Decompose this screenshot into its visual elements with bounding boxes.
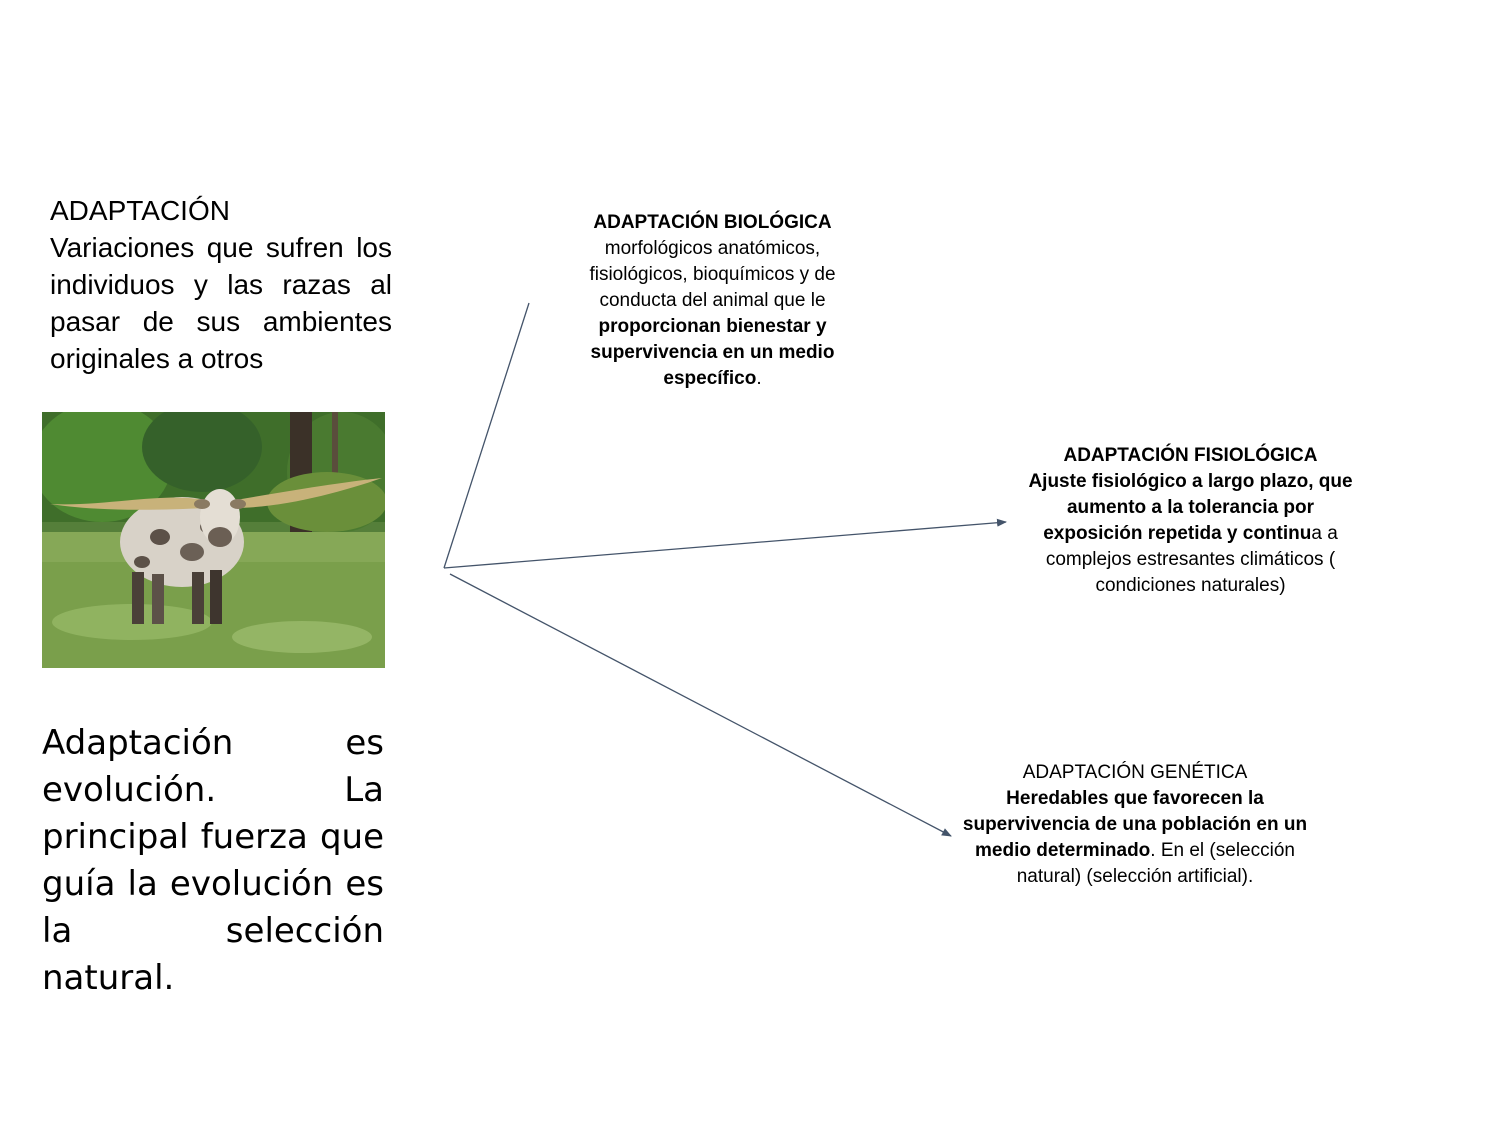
intro-text: Variaciones que sufren los individuos y las razas al pasar de sus ambientes originales a otros bbox=[50, 232, 392, 374]
summary-statement: Adaptación es evolución. La principal fuerza que guía la evolución es la selección natural. bbox=[42, 723, 384, 998]
genetica-text-normal: . En el (selección natural) (selección artificial). bbox=[1016, 840, 1295, 887]
intro-definition bbox=[50, 192, 392, 377]
genetica-title: ADAPTACIÓN GENÉTICA bbox=[1022, 762, 1248, 783]
biologica-text-end: . bbox=[756, 368, 762, 389]
arrow-to-genetica bbox=[450, 574, 951, 836]
connector-to-biologica bbox=[444, 303, 529, 568]
longhorn-photo bbox=[42, 412, 385, 668]
adaptacion-fisiologica-box bbox=[1018, 443, 1363, 599]
biologica-title: ADAPTACIÓN BIOLÓGICA bbox=[593, 212, 832, 233]
fisiologica-text-normal: a a complejos estresantes climáticos ( condiciones naturales) bbox=[1045, 523, 1338, 596]
fisiologica-title: ADAPTACIÓN FISIOLÓGICA bbox=[1063, 445, 1318, 466]
biologica-text-normal: morfológicos anatómicos, fisiológicos, bioquímicos y de conducta del animal que le bbox=[589, 238, 836, 311]
fisiologica-text-bold: Ajuste fisiológico a largo plazo, que aumento a la tolerancia por exposición repetida y continu bbox=[1028, 471, 1353, 544]
biologica-text-bold: proporcionan bienestar y supervivencia en un medio específico bbox=[590, 316, 835, 389]
adaptacion-biologica-box bbox=[560, 210, 865, 392]
intro-title: ADAPTACIÓN bbox=[50, 195, 230, 226]
genetica-text-bold: Heredables que favorecen la supervivencia de una población en un medio determinado bbox=[962, 788, 1308, 861]
arrow-to-fisiologica bbox=[444, 522, 1006, 568]
adaptacion-genetica-box bbox=[960, 760, 1310, 890]
